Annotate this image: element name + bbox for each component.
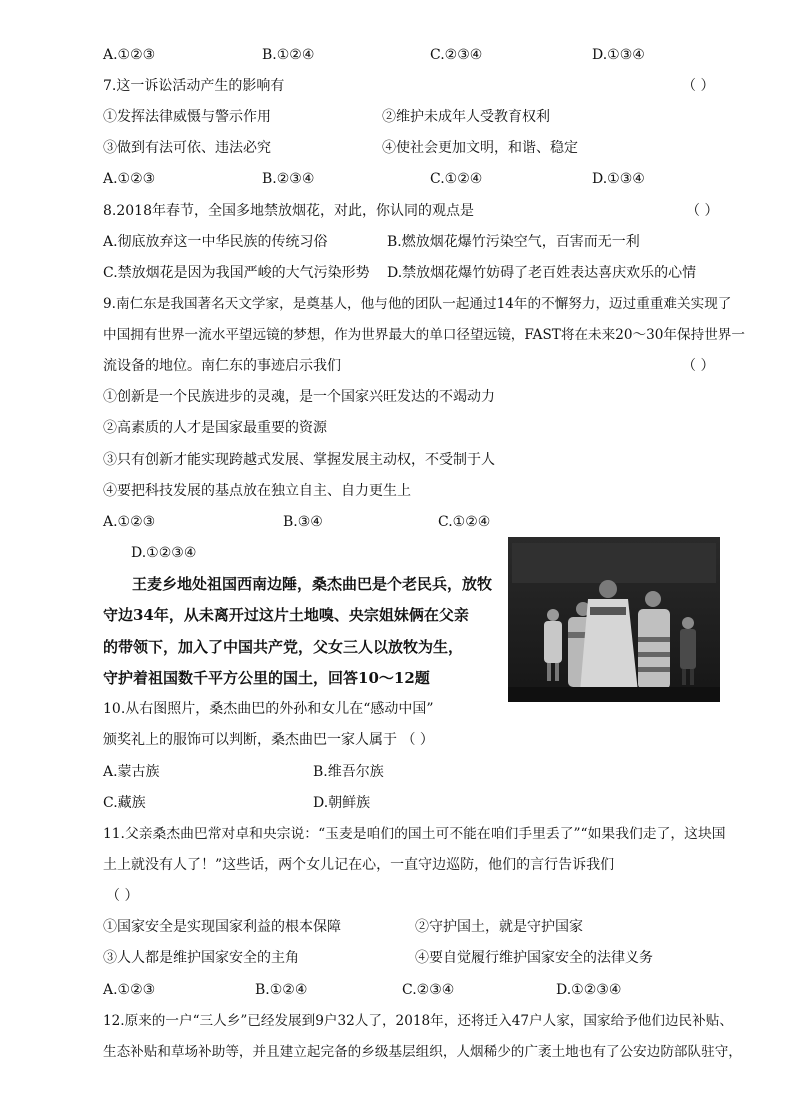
q11-stem-line-1: 11.父亲桑杰曲巴常对卓和央宗说：“玉麦是咱们的国土可不能在咱们手里丢了”“如果我们走了，这块国 bbox=[103, 826, 726, 842]
q9-item-1: ①创新是一个民族进步的灵魂，是一个国家兴旺发达的不竭动力 bbox=[103, 389, 495, 405]
q9-stem-line-3: 流设备的地位。南仁东的事迹启示我们 bbox=[103, 358, 341, 374]
q11-item-4: ④要自觉履行维护国家安全的法律义务 bbox=[415, 950, 653, 966]
q11-answer-paren[interactable]: （ ） bbox=[106, 888, 139, 904]
q9-item-2: ②高素质的人才是国家最重要的资源 bbox=[103, 420, 327, 436]
q7-stem: 7.这一诉讼活动产生的影响有 bbox=[103, 78, 285, 94]
q9-option-c[interactable]: C.①②④ bbox=[438, 514, 491, 530]
q10-option-a[interactable]: A.蒙古族 bbox=[103, 764, 160, 780]
q6-option-d[interactable]: D.①③④ bbox=[592, 47, 645, 63]
q9-option-d[interactable]: D.①②③④ bbox=[131, 545, 197, 561]
q7-option-b[interactable]: B.②③④ bbox=[262, 171, 315, 187]
q11-option-c[interactable]: C.②③④ bbox=[402, 982, 455, 998]
q11-option-b[interactable]: B.①②④ bbox=[255, 982, 308, 998]
q11-item-1: ①国家安全是实现国家利益的根本保障 bbox=[103, 919, 341, 935]
q10-option-c[interactable]: C.藏族 bbox=[103, 795, 146, 811]
material-line-2: 守边34年，从未离开过这片土地嗅、央宗姐妹俩在父亲 bbox=[103, 606, 469, 624]
q8-stem: 8.2018年春节，全国多地禁放烟花，对此，你认同的观点是 bbox=[103, 203, 474, 219]
q10-stem-line-2: 颁奖礼上的服饰可以判断，桑杰曲巴一家人属于 （ ） bbox=[103, 732, 434, 748]
q10-stem-line-1: 10.从右图照片，桑杰曲巴的外孙和女儿在“感动中国” bbox=[103, 701, 434, 717]
q8-option-d[interactable]: D.禁放烟花爆竹妨碍了老百姓表达喜庆欢乐的心情 bbox=[387, 265, 697, 281]
q8-option-b[interactable]: B.燃放烟花爆竹污染空气，百害而无一利 bbox=[387, 234, 640, 250]
q9-item-4: ④要把科技发展的基点放在独立自主、自力更生上 bbox=[103, 483, 411, 499]
q12-stem-line-1: 12.原来的一户“三人乡”已经发展到9户32人了，2018年，还将迁入47户人家，国家给予他们边民补贴、 bbox=[103, 1013, 733, 1029]
q9-item-3: ③只有创新才能实现跨越式发展、掌握发展主动权，不受制于人 bbox=[103, 452, 495, 468]
q7-option-c[interactable]: C.①②④ bbox=[430, 171, 483, 187]
q10-option-b[interactable]: B.维吾尔族 bbox=[313, 764, 384, 780]
q8-option-c[interactable]: C.禁放烟花是因为我国严峻的大气污染形势 bbox=[103, 265, 370, 281]
q7-item-3: ③做到有法可依、违法必究 bbox=[103, 140, 271, 156]
q9-stem-line-2: 中国拥有世界一流水平望远镜的梦想，作为世界最大的单口径望远镜，FAST将在未来20～30年保持世界一 bbox=[103, 327, 745, 343]
q8-answer-paren[interactable]: （ ） bbox=[686, 203, 719, 219]
q8-option-a[interactable]: A.彻底放弃这一中华民族的传统习俗 bbox=[103, 234, 328, 250]
material-line-3: 的带领下，加入了中国共产党，父女三人以放牧为生， bbox=[103, 638, 464, 656]
q6-option-b[interactable]: B.①②④ bbox=[262, 47, 315, 63]
q11-item-2: ②守护国土，就是守护国家 bbox=[415, 919, 583, 935]
q10-option-d[interactable]: D.朝鲜族 bbox=[313, 795, 371, 811]
q11-option-a[interactable]: A.①②③ bbox=[103, 982, 156, 998]
material-line-4: 守护着祖国数千平方公里的国土，回答10～12题 bbox=[103, 669, 430, 687]
q7-option-a[interactable]: A.①②③ bbox=[103, 171, 156, 187]
q9-answer-paren[interactable]: （ ） bbox=[682, 358, 715, 374]
q7-option-d[interactable]: D.①③④ bbox=[592, 171, 645, 187]
q7-answer-paren[interactable]: （ ） bbox=[682, 78, 715, 94]
award-ceremony-photo bbox=[508, 537, 720, 702]
q9-option-a[interactable]: A.①②③ bbox=[103, 514, 156, 530]
material-line-1: 王麦乡地处祖国西南边陲，桑杰曲巴是个老民兵，放牧 bbox=[132, 575, 493, 593]
q6-option-c[interactable]: C.②③④ bbox=[430, 47, 483, 63]
q7-item-2: ②维护未成年人受教育权利 bbox=[382, 109, 550, 125]
q12-stem-line-2: 生态补贴和草场补助等，并且建立起完备的乡级基层组织，人烟稀少的广袤土地也有了公安边防部队驻守， bbox=[103, 1044, 742, 1060]
q11-option-d[interactable]: D.①②③④ bbox=[556, 982, 622, 998]
q11-item-3: ③人人都是维护国家安全的主角 bbox=[103, 950, 299, 966]
q6-option-a[interactable]: A.①②③ bbox=[103, 47, 156, 63]
q11-stem-line-2: 土上就没有人了！”这些话，两个女儿记在心，一直守边巡防，他们的言行告诉我们 bbox=[103, 857, 615, 873]
q7-item-4: ④使社会更加文明，和谐、稳定 bbox=[382, 140, 578, 156]
q9-option-b[interactable]: B.③④ bbox=[283, 514, 323, 530]
q9-stem-line-1: 9.南仁东是我国著名天文学家，是奠基人，他与他的团队一起通过14年的不懈努力，迈过重重难关实现了 bbox=[103, 296, 732, 312]
q7-item-1: ①发挥法律威慑与警示作用 bbox=[103, 109, 271, 125]
